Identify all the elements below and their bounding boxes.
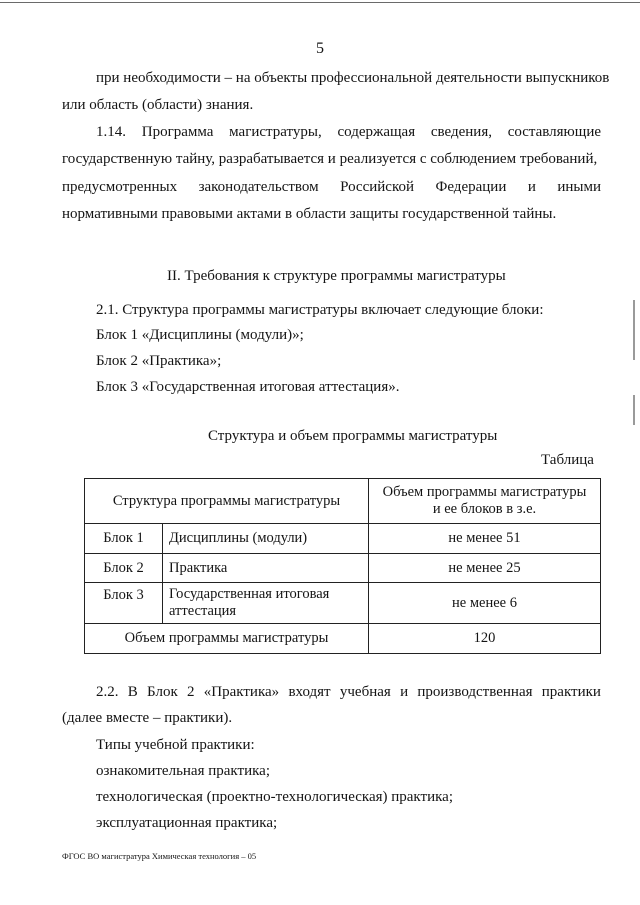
block-list-item: Блок 2 «Практика»; [96, 353, 222, 369]
table-row [85, 554, 601, 583]
paragraph-line: (далее вместе – практики). [62, 710, 233, 726]
word: производственная [417, 684, 533, 700]
paragraph-line: государственную тайну, разрабатывается и реализуется с соблюдением требований, [62, 151, 598, 167]
practice-type-item: эксплуатационная практика; [96, 815, 278, 831]
block-cell: Блок 2 [85, 554, 163, 583]
header-volume-line: и ее блоков в з.е. [432, 501, 537, 517]
word: Блок [147, 684, 178, 700]
section-heading: II. Требования к структуре программы магистратуры [167, 268, 506, 284]
block-name-cell: Дисциплины (модули) [163, 524, 369, 554]
word: 1.14. [96, 124, 126, 140]
page-number: 5 [316, 40, 324, 57]
practice-type-item: ознакомительная практика; [96, 763, 270, 779]
total-label-cell: Объем программы магистратуры [85, 624, 369, 654]
word: Программа [141, 124, 214, 140]
word: содержащая [337, 124, 416, 140]
block-name-cell [163, 583, 369, 624]
word: составляющие [507, 124, 601, 140]
block-value-cell: не менее 51 [369, 524, 601, 554]
table-row [85, 524, 601, 554]
program-structure-table [84, 478, 601, 654]
word: 2.2. [96, 684, 119, 700]
scan-edge-mark [633, 300, 635, 360]
scan-edge-mark [633, 395, 635, 425]
word: В [127, 684, 138, 700]
paragraph-line: при необходимости – на объекты профессиональной деятельности выпускников [96, 70, 610, 86]
table-label: Таблица [541, 452, 594, 468]
word: и [527, 179, 536, 195]
practice-types-title: Типы учебной практики: [96, 737, 255, 753]
paragraph-line-justified [96, 684, 601, 701]
structure-intro: 2.1. Структура программы магистратуры включает следующие блоки: [96, 302, 544, 318]
header-volume [369, 479, 601, 524]
table-total-row [85, 624, 601, 654]
word: предусмотренных [62, 179, 178, 195]
block-value-cell: не менее 25 [369, 554, 601, 583]
word: входят [288, 684, 331, 700]
word: законодательством [198, 179, 319, 195]
header-volume-line: Объем программы магистратуры [382, 484, 587, 500]
word: Федерации [435, 179, 507, 195]
total-value-cell: 120 [369, 624, 601, 654]
block-list-item: Блок 3 «Государственная итоговая аттестация». [96, 379, 400, 395]
word: сведения, [430, 124, 492, 140]
block-name-line: аттестация [169, 603, 237, 619]
paragraph-line: или область (области) знания. [62, 97, 254, 113]
paragraph-line-justified [96, 124, 601, 141]
word: практики [541, 684, 601, 700]
block-name-cell: Практика [163, 554, 369, 583]
practice-type-item: технологическая (проектно-технологическая) практика; [96, 789, 453, 805]
word: иными [557, 179, 601, 195]
table-row [85, 583, 601, 624]
block-cell: Блок 1 [85, 524, 163, 554]
word: 2 [187, 684, 195, 700]
paragraph-line-justified [62, 179, 601, 196]
block-name-line: Государственная итоговая [169, 586, 330, 602]
top-scan-border [0, 2, 640, 3]
header-structure: Структура программы магистратуры [85, 479, 369, 524]
word: «Практика» [203, 684, 280, 700]
table-title: Структура и объем программы магистратуры [208, 428, 498, 444]
block-value-cell: не менее 6 [369, 583, 601, 624]
word: и [400, 684, 409, 700]
block-cell: Блок 3 [85, 583, 163, 624]
word: магистратуры, [229, 124, 322, 140]
word: Российской [340, 179, 415, 195]
paragraph-line: нормативными правовыми актами в области защиты государственной тайны. [62, 206, 557, 222]
block-list-item: Блок 1 «Дисциплины (модули)»; [96, 327, 304, 343]
page-footer: ФГОС ВО магистратура Химическая технология – 05 [62, 851, 257, 861]
word: учебная [339, 684, 391, 700]
table-header-row [85, 479, 601, 524]
